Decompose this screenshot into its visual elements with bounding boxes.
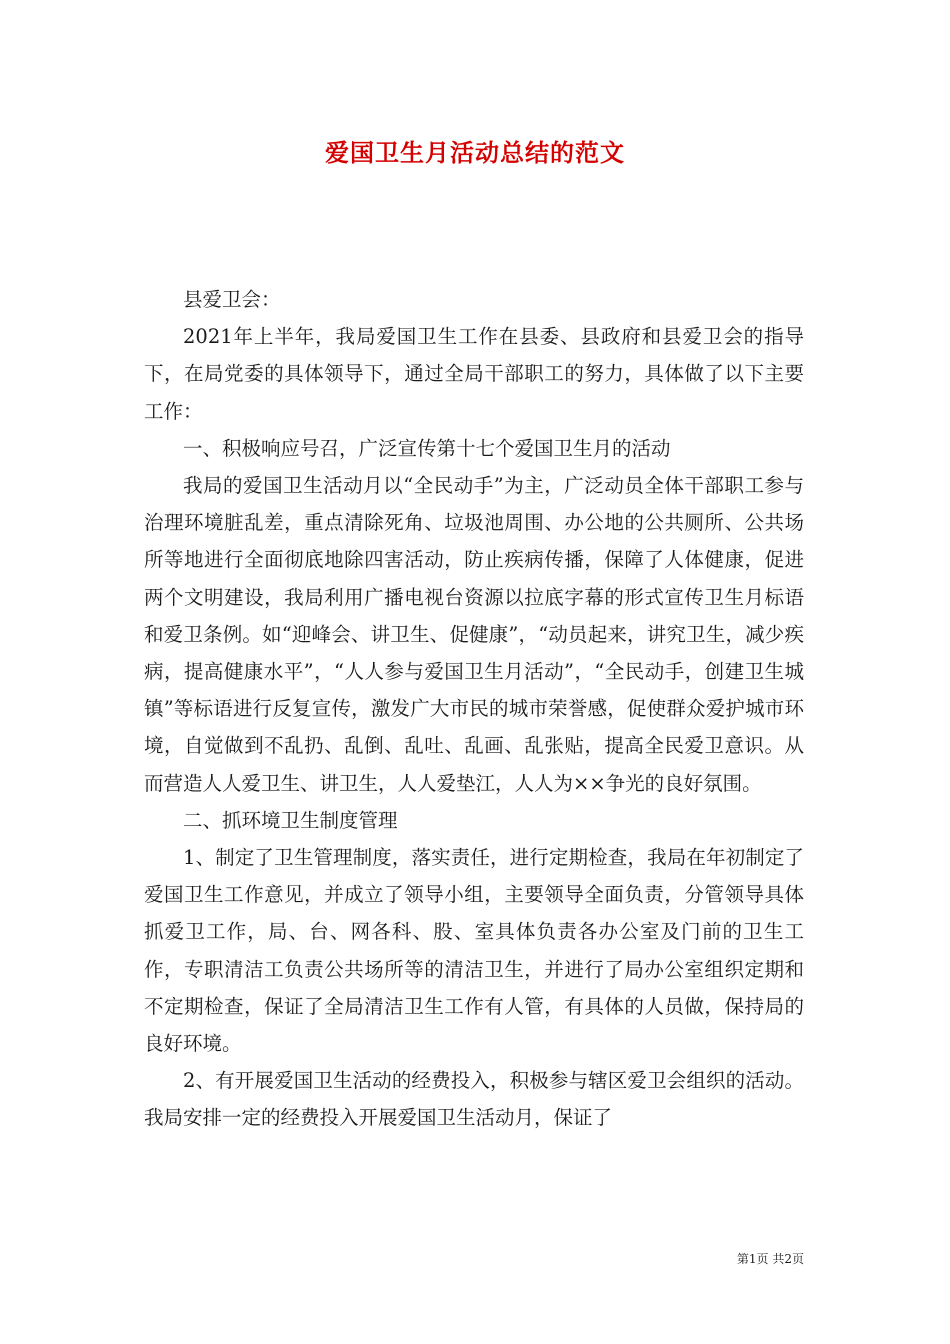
document-body [144, 281, 804, 1137]
paragraph-item-1: 1、制定了卫生管理制度，落实责任，进行定期检查，我局在年初制定了爱国卫生工作意见，并成立了领导小组，主要领导全面负责，分管领导具体抓爱卫工作，局、台、网各科、股、室具体负责各办公室及门前的卫生工作，专职清洁工负责公共场所等的清洁卫生，并进行了局办公室组织定期和不定期检查，保证了全局清洁卫生工作有人管，有具体的人员做，保持局的良好环境。 [144, 846, 804, 1056]
paragraph-section-1: 我局的爱国卫生活动月以“全民动手”为主，广泛动员全体干部职工参与治理环境脏乱差，重点清除死角、垃圾池周围、办公地的公共厕所、公共场所等地进行全面彻底地除四害活动，防止疾病传播，保障了人体健康，促进两个文明建设，我局利用广播电视台资源以拉底字幕的形式宣传卫生月标语和爱卫条例。如“迎峰会、讲卫生、促健康”，“动员起来，讲究卫生，减少疾病，提高健康水平”，“人人参与爱国卫生月活动”，“全民动手，创建卫生城镇”等标语进行反复宣传，激发广大市民的城市荣誉感，促使群众爱护城市环境，自觉做到不乱扔、乱倒、乱吐、乱画、乱张贴，提高全民爱卫意识。从而营造人人爱卫生、讲卫生，人人爱垫江，人人为××争光的良好氛围。 [144, 474, 804, 795]
document-title: 爱国卫生月活动总结的范文 [325, 138, 625, 167]
page-number: 第1页 共2页 [736, 1252, 804, 1266]
paragraph-item-2: 2、有开展爱国卫生活动的经费投入，积极参与辖区爱卫会组织的活动。我局安排一定的经费投入开展爱国卫生活动月，保证了 [144, 1069, 804, 1130]
paragraph-intro: 2021年上半年，我局爱国卫生工作在县委、县政府和县爱卫会的指导下，在局党委的具体领导下，通过全局干部职工的努力，具体做了以下主要工作： [144, 325, 804, 423]
section-heading-1: 一、积极响应号召，广泛宣传第十七个爱国卫生月的活动 [183, 436, 671, 460]
section-heading-2: 二、抓环境卫生制度管理 [183, 808, 398, 832]
salutation: 县爱卫会： [183, 288, 281, 311]
